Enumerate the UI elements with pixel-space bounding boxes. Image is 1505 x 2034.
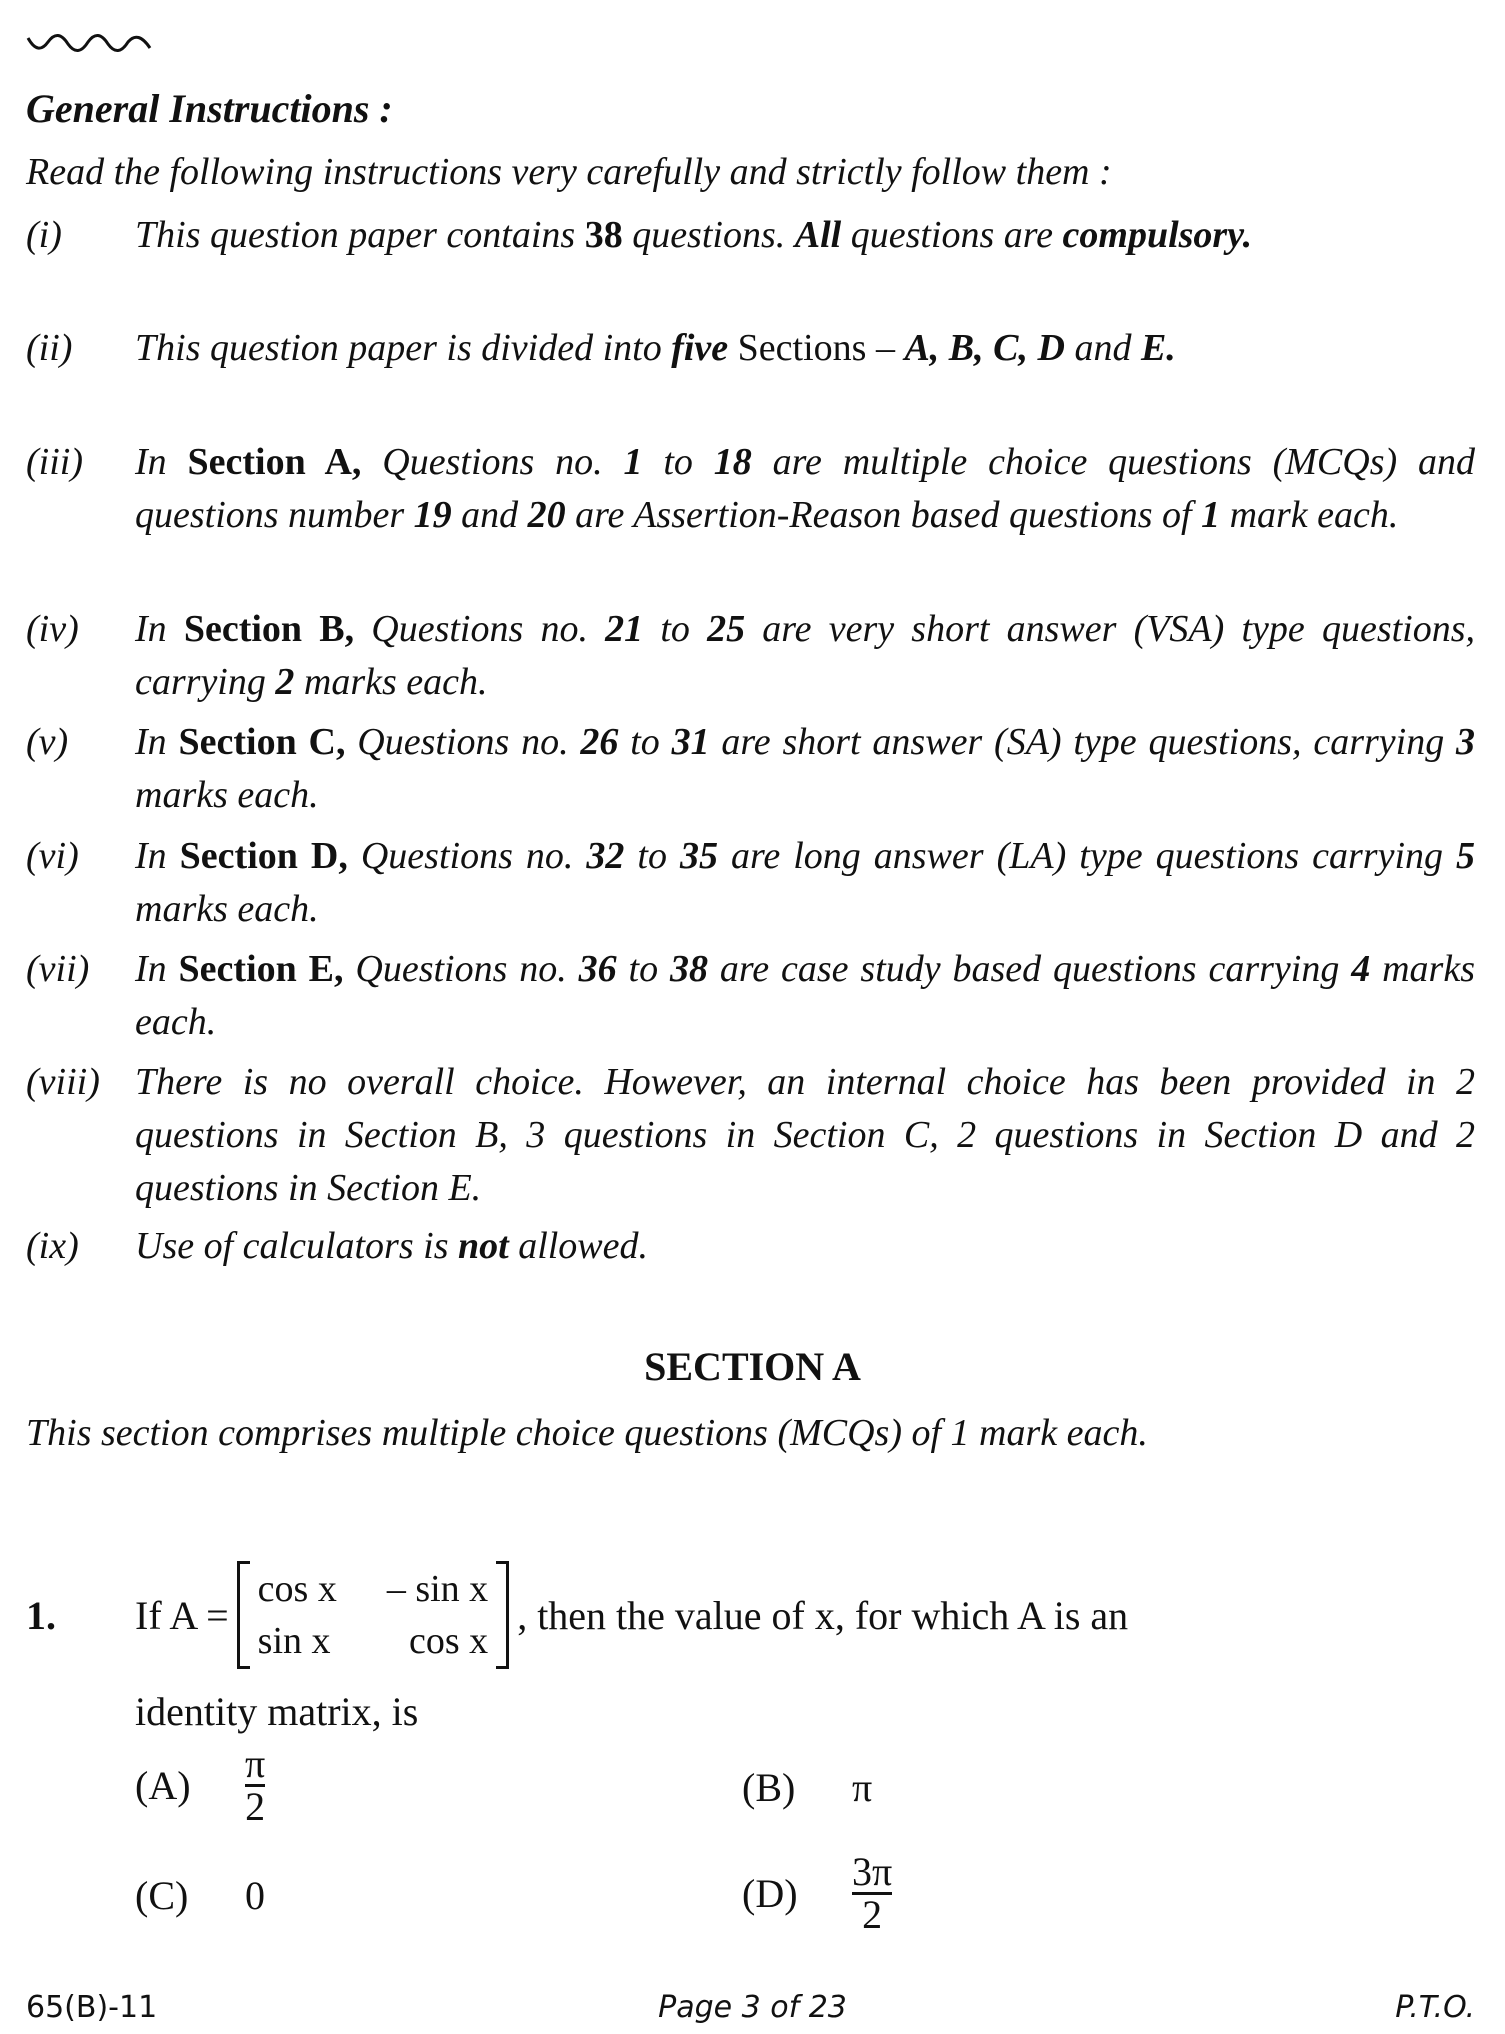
instruction-text-part: 21 — [605, 608, 644, 650]
instruction-text-part: marks each. — [135, 888, 319, 930]
section-description: This section comprises multiple choice questions (MCQs) of 1 mark each. — [26, 1412, 1148, 1454]
instruction-item — [26, 830, 1475, 936]
instruction-text-part: All — [794, 214, 842, 256]
instruction-number: (ix) — [26, 1225, 79, 1267]
instruction-text-part: questions are — [841, 214, 1063, 256]
section-title: SECTION A — [644, 1344, 861, 1389]
instruction-text-part: Questions no. — [361, 441, 624, 483]
instruction-number: (vii) — [26, 948, 90, 990]
instruction-item — [26, 436, 1475, 542]
instruction-text-part: allowed. — [508, 1225, 649, 1267]
instruction-number: (iii) — [26, 441, 83, 483]
option-label: (D) — [742, 1871, 798, 1916]
instruction-text-part: to — [642, 441, 714, 483]
option-b[interactable] — [742, 1764, 872, 1811]
instruction-text-part: are short answer (SA) type questions, carrying — [709, 721, 1457, 763]
instruction-text-part: 4 — [1351, 948, 1371, 990]
question-number: 1. — [26, 1593, 56, 1638]
instruction-text-part: 32 — [586, 835, 625, 877]
instruction-text — [135, 603, 1475, 709]
right-bracket — [496, 1561, 509, 1669]
instruction-text-part: Questions no. — [354, 608, 606, 650]
instruction-text-part: In — [135, 721, 179, 763]
instruction-text-part: 18 — [713, 441, 752, 483]
instruction-text-part: This question paper contains — [135, 214, 585, 256]
instruction-text-part: not — [457, 1225, 509, 1267]
denominator: 2 — [245, 1784, 266, 1829]
option-value: 0 — [245, 1873, 265, 1918]
instruction-text-part: A, B, C, D — [904, 327, 1065, 369]
option-label: (C) — [135, 1873, 189, 1918]
left-bracket — [237, 1561, 250, 1669]
instruction-text-part: to — [643, 608, 708, 650]
fraction — [852, 1849, 893, 1937]
instruction-text-part: Section A, — [187, 441, 362, 483]
instruction-text-part: 25 — [707, 608, 746, 650]
numerator: 3π — [852, 1849, 893, 1894]
page-number: Page 3 of 23 — [658, 1990, 847, 2025]
option-label: (A) — [135, 1763, 191, 1808]
instruction-text-part: 31 — [671, 721, 710, 763]
instruction-text-part: 36 — [578, 948, 617, 990]
instruction-text-part: marks each. — [294, 661, 488, 703]
instruction-text-part: questions. — [622, 214, 795, 256]
instruction-text — [135, 943, 1475, 1049]
instruction-text — [135, 322, 1475, 375]
instruction-text — [135, 209, 1475, 262]
instruction-item — [26, 322, 1475, 375]
option-value: π — [852, 1765, 873, 1810]
instruction-text-part: 1 — [623, 441, 643, 483]
instruction-text — [135, 716, 1475, 822]
instruction-text-part: are long answer (LA) type questions carrying — [717, 835, 1457, 877]
instruction-text-part: In — [135, 608, 184, 650]
general-instructions-heading: General Instructions : — [26, 86, 393, 131]
matrix-cell: cos x — [257, 1568, 337, 1610]
instruction-number: (viii) — [26, 1061, 100, 1103]
numerator: π — [245, 1741, 266, 1786]
instruction-text-part: marks each. — [135, 948, 1476, 1043]
matrix-cell: cos x — [409, 1620, 489, 1662]
instruction-text-part: 26 — [580, 721, 619, 763]
instruction-text-part: Use of calculators is — [135, 1225, 458, 1267]
instruction-number: (ii) — [26, 327, 73, 369]
instruction-text-part: Questions no. — [345, 721, 581, 763]
instruction-item — [26, 209, 1475, 262]
instruction-text-part: Questions no. — [343, 948, 579, 990]
pto-label: P.T.O. — [1395, 1990, 1475, 2025]
instruction-text-part: and — [451, 494, 528, 536]
instruction-text-part: Section E, — [178, 948, 344, 990]
instruction-text-part: Section B, — [183, 608, 355, 650]
instruction-text-part: 38 — [584, 214, 623, 256]
instruction-number: (iv) — [26, 608, 79, 650]
denominator: 2 — [862, 1892, 883, 1937]
paper-code: 65(B)-11 — [26, 1990, 158, 2025]
instruction-text-part: are very short answer (VSA) type questions, carrying — [135, 608, 1476, 703]
instruction-text — [135, 1056, 1475, 1215]
instruction-item — [26, 603, 1475, 709]
instruction-text-part: 38 — [669, 948, 708, 990]
instruction-text-part: to — [618, 721, 672, 763]
instruction-text-part: 2 — [275, 661, 295, 703]
instruction-text-part: mark each. — [1220, 494, 1399, 536]
instruction-item — [26, 716, 1475, 822]
instruction-text-part: This question paper is divided into — [135, 327, 672, 369]
question-text-line2: identity matrix, is — [135, 1689, 419, 1734]
instruction-text-part: and — [1064, 327, 1141, 369]
instruction-text-part: are case study based questions carrying — [707, 948, 1352, 990]
instruction-number: (i) — [26, 214, 62, 256]
instruction-item — [26, 1056, 1475, 1215]
instruction-text-part: are Assertion-Reason based questions of — [565, 494, 1202, 536]
instruction-text-part: 3 — [1456, 721, 1476, 763]
instruction-text-part: 5 — [1456, 835, 1476, 877]
instruction-text-part: 1 — [1201, 494, 1221, 536]
instruction-text — [135, 1220, 1475, 1273]
option-d[interactable] — [742, 1849, 893, 1937]
instruction-text-part: marks each. — [135, 774, 319, 816]
instruction-text-part: There is no overall choice. However, an internal choice has been provided in 2 questions in Section B, 3 questions in Section C, 2 questions in Section D and 2 questions in Section E. — [135, 1061, 1475, 1209]
squiggle-mark — [26, 28, 156, 58]
instruction-text-part: In — [135, 835, 180, 877]
question-suffix: , then the value of x, for which A is an — [517, 1592, 1129, 1638]
instruction-text-part: to — [624, 835, 680, 877]
instruction-item — [26, 1220, 1475, 1273]
instruction-item — [26, 943, 1475, 1049]
instruction-text-part: compulsory. — [1062, 214, 1253, 256]
matrix-cell: sin x — [257, 1620, 331, 1662]
option-label: (B) — [742, 1765, 796, 1810]
instruction-text-part: E. — [1140, 327, 1176, 369]
instruction-text — [135, 830, 1475, 936]
matrix — [237, 1561, 510, 1669]
instruction-text-part: five — [671, 327, 729, 369]
instruction-number: (v) — [26, 721, 69, 763]
instruction-text-part: Questions no. — [347, 835, 587, 877]
fraction — [245, 1741, 266, 1829]
instruction-number: (vi) — [26, 835, 79, 877]
instruction-text-part: 35 — [679, 835, 718, 877]
matrix-cell: – sin x — [386, 1568, 489, 1610]
question-text — [135, 1560, 1128, 1670]
option-c[interactable] — [135, 1872, 265, 1919]
instruction-text-part: In — [135, 948, 179, 990]
instruction-text-part: to — [616, 948, 670, 990]
instruction-text-part: Section D, — [179, 835, 348, 877]
instruction-text-part: are multiple choice questions (MCQs) and questions number — [135, 441, 1475, 536]
option-a[interactable] — [135, 1741, 266, 1829]
instruction-text-part: 20 — [527, 494, 566, 536]
question-prefix: If A = — [135, 1592, 229, 1638]
instruction-text-part: 19 — [413, 494, 452, 536]
instruction-text-part: Sections – — [728, 327, 905, 369]
instructions-lead: Read the following instructions very carefully and strictly follow them : — [26, 151, 1112, 193]
instruction-text — [135, 436, 1475, 542]
instruction-text-part: In — [135, 441, 188, 483]
instruction-text-part: Section C, — [178, 721, 346, 763]
